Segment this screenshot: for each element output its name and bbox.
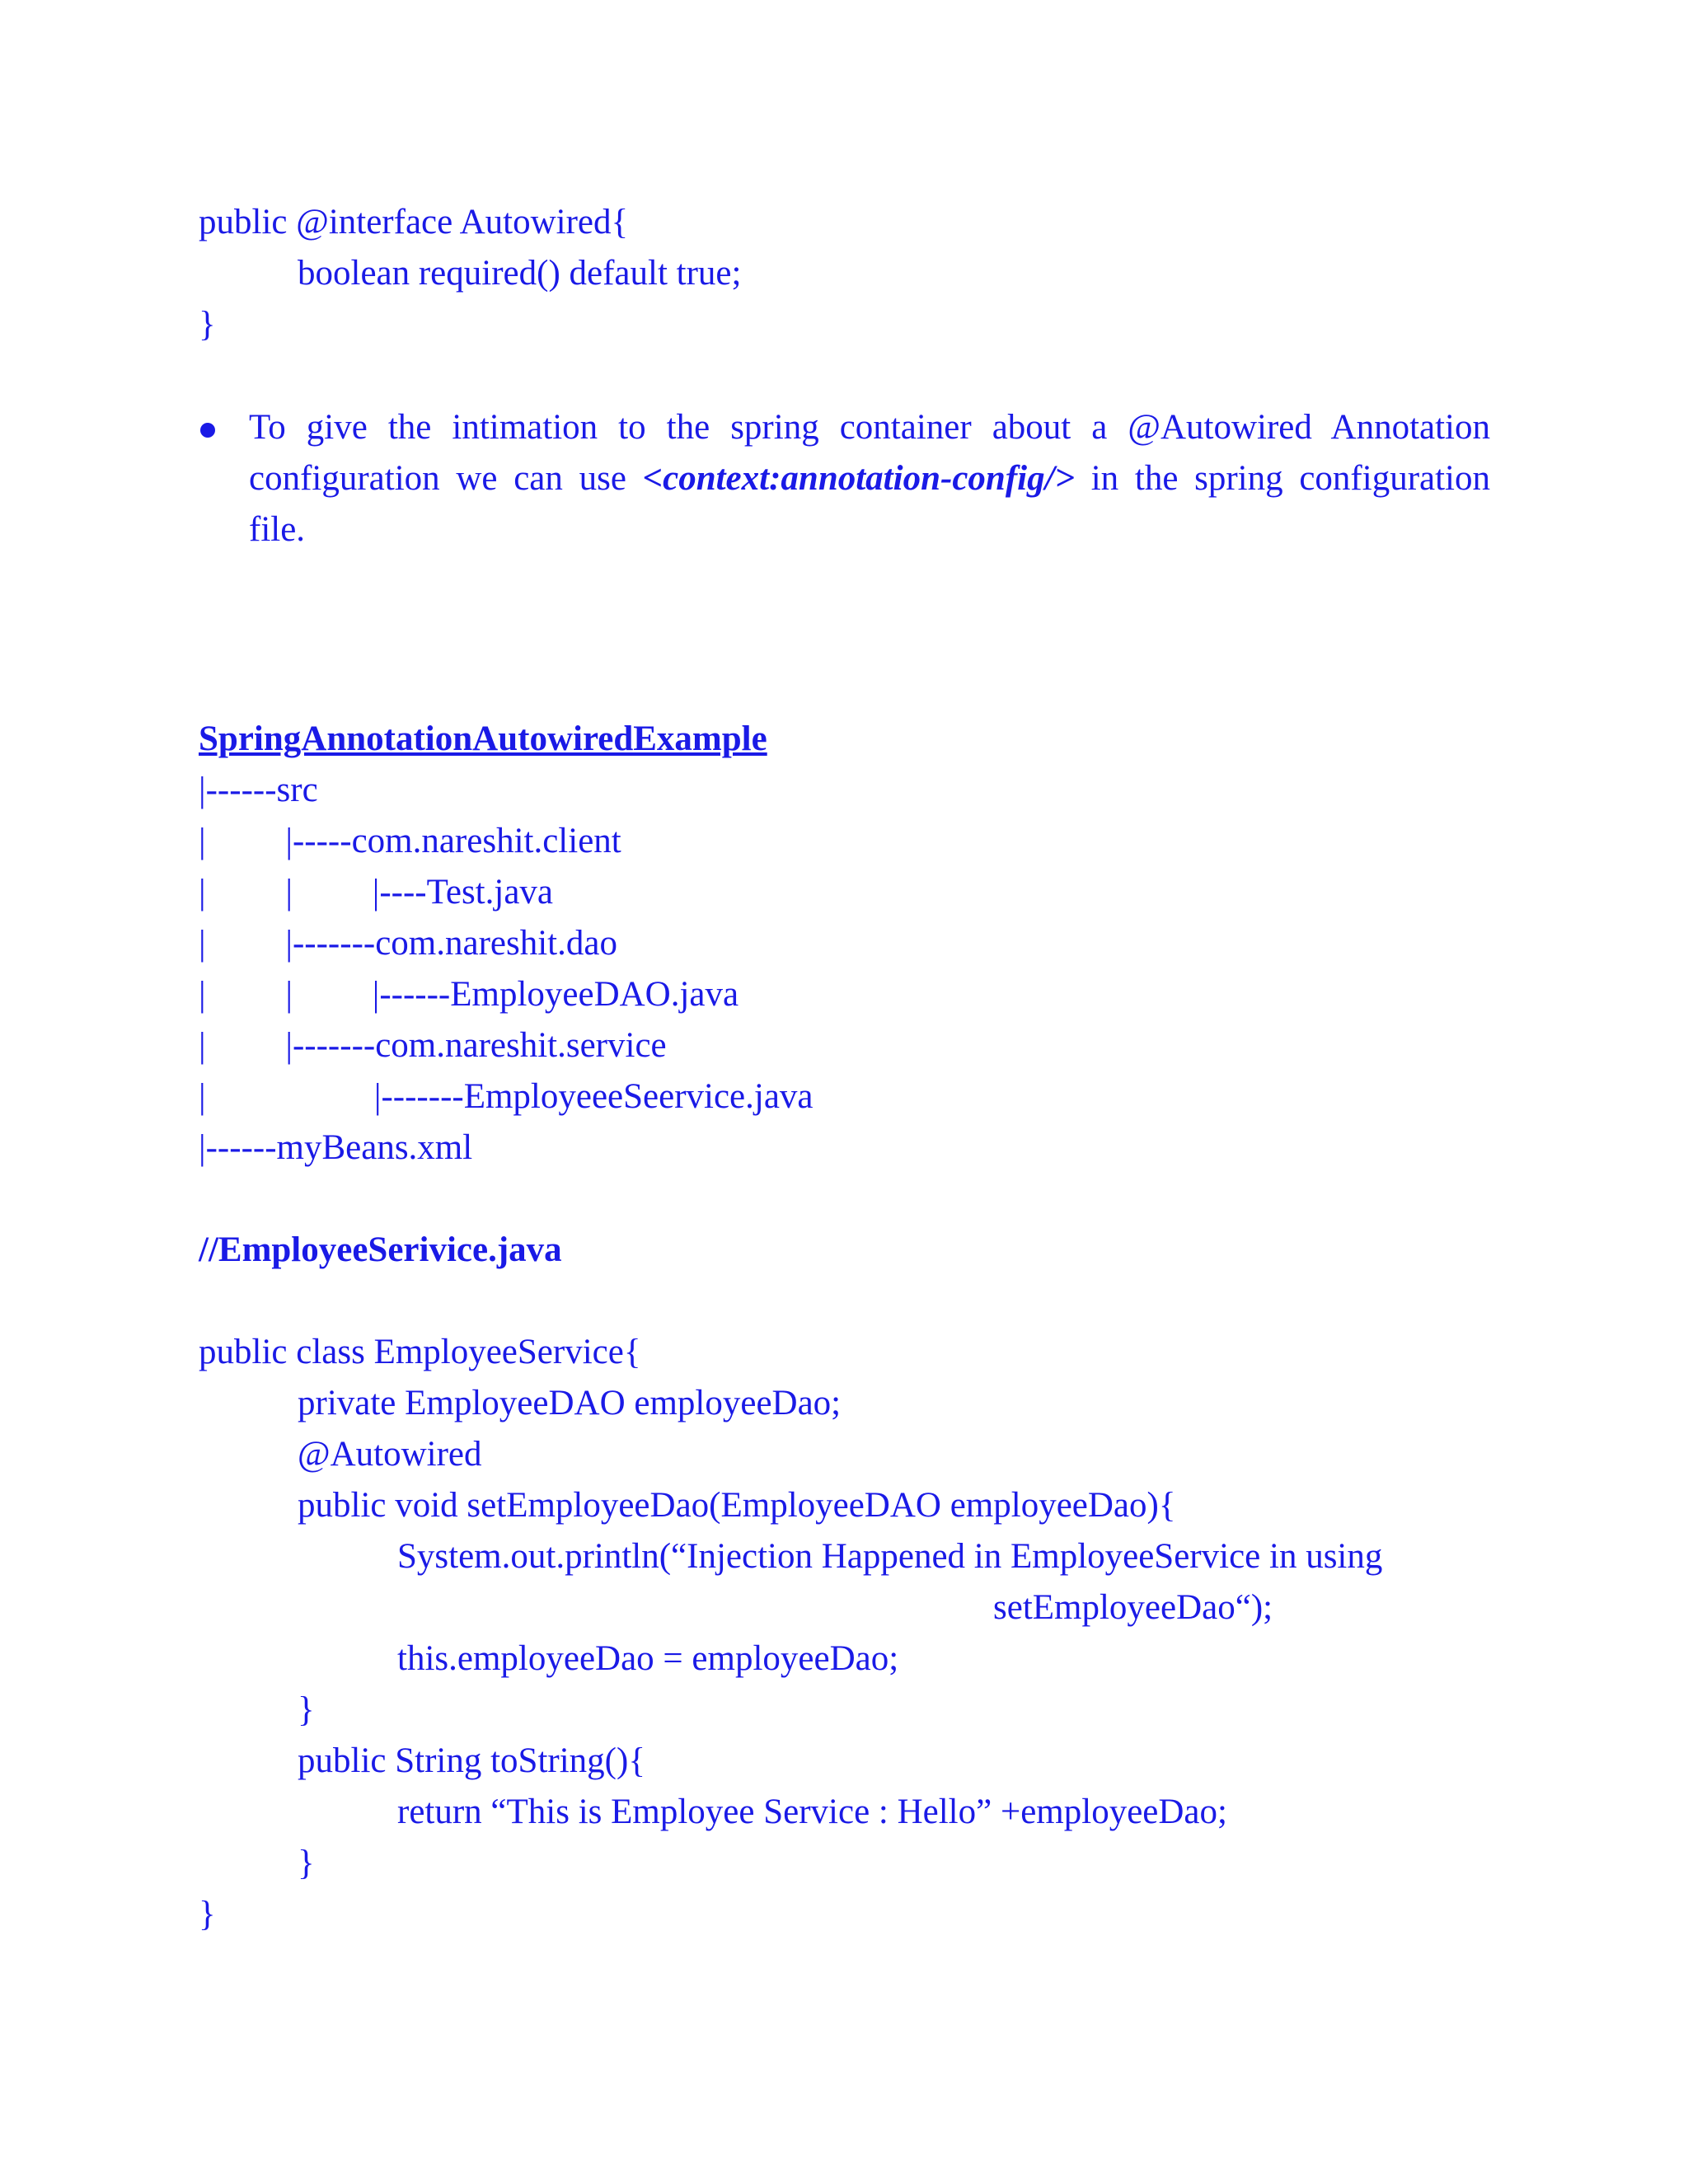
code-line: public void setEmployeeDao(EmployeeDAO employeeDao){: [298, 1486, 1176, 1525]
tree-line: | | |----Test.java: [199, 873, 553, 912]
annotation-line-1: public @interface Autowired{: [199, 203, 629, 241]
tree-line: |------myBeans.xml: [199, 1128, 473, 1167]
tree-line: | |-------com.nareshit.dao: [199, 924, 617, 963]
code-line: public String toString(){: [298, 1741, 645, 1780]
bullet-code: <context:annotation-config/>: [642, 459, 1076, 498]
code-line: @Autowired: [298, 1435, 482, 1474]
bullet-text-before: To give the intimation to the spring container about a @Autowired Annotation configuration we can use: [249, 408, 1490, 498]
annotation-line-3: }: [199, 305, 216, 344]
code-line: this.employeeDao = employeeDao;: [397, 1639, 899, 1678]
bullet-icon: [200, 423, 215, 438]
tree-line: |------src: [199, 771, 318, 809]
code-line: return “This is Employee Service : Hello” +employeeDao;: [397, 1793, 1227, 1831]
project-title: SpringAnnotationAutowiredExample: [199, 719, 767, 758]
tree-line: | | |------EmployeeDAO.java: [199, 975, 739, 1014]
annotation-line-2: boolean required() default true;: [298, 254, 742, 293]
code-line: }: [298, 1844, 315, 1882]
tree-line: | |-----com.nareshit.client: [199, 822, 621, 860]
code-line: setEmployeeDao“);: [993, 1588, 1273, 1627]
tree-line: | |-------EmployeeeSeervice.java: [199, 1077, 814, 1116]
code-line: private EmployeeDAO employeeDao;: [298, 1384, 842, 1422]
bullet-paragraph: [249, 402, 1490, 555]
code-line: }: [298, 1690, 315, 1729]
file-heading: //EmployeeSerivice.java: [199, 1230, 562, 1269]
code-line: public class EmployeeService{: [199, 1333, 641, 1371]
code-line: System.out.println(“Injection Happened in EmployeeService in using: [397, 1537, 1383, 1576]
tree-line: | |-------com.nareshit.service: [199, 1026, 667, 1065]
code-line: }: [199, 1895, 216, 1933]
bullet-text-after: in the spring configuration file.: [249, 459, 1490, 549]
